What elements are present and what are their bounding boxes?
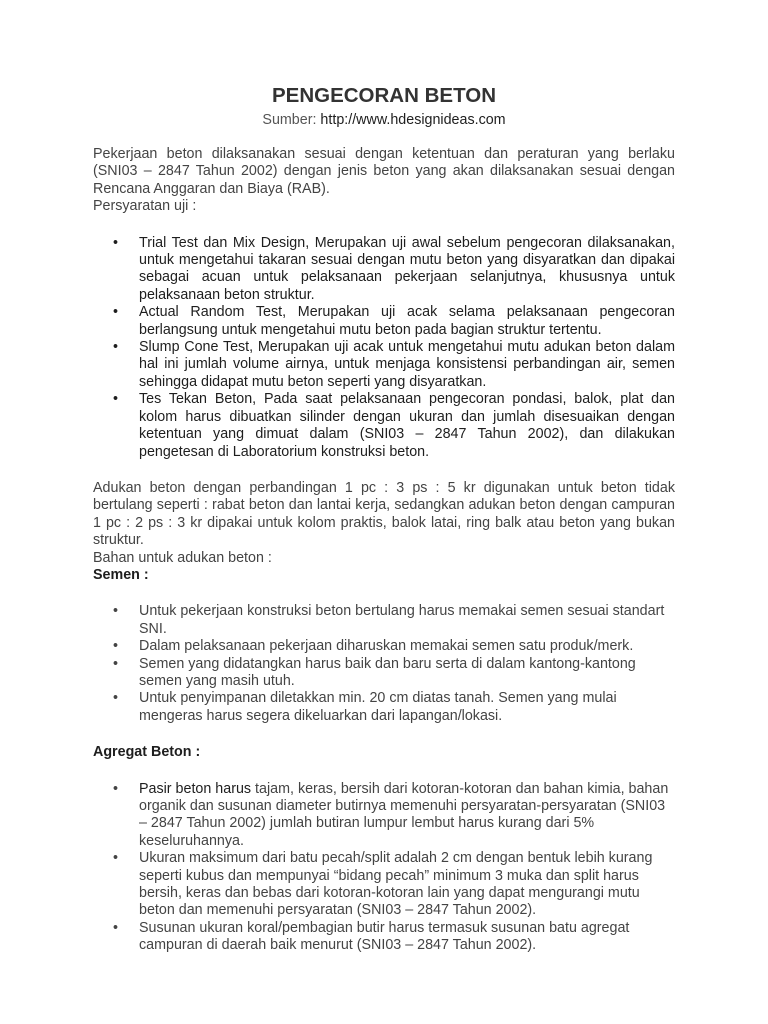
bullet-icon: •	[113, 339, 119, 356]
list-item	[93, 339, 675, 391]
list-item	[93, 304, 675, 339]
list-item	[93, 850, 675, 920]
list-item	[93, 781, 675, 851]
agregat-lead: Pasir beton harus	[139, 780, 252, 797]
test-text: Tes Tekan Beton, Pada saat pelaksanaan pengecoran pondasi, balok, plat dan kolom harus dibuatkan silinder dengan ukuran dan jumlah disesuaikan dengan ketentuan yang dimuat dalam (SNI03 – 2847 Tahun 2002), dan dilakukan pengetesan di Laboratorium konstruksi beton.	[139, 391, 675, 460]
list-item	[93, 920, 675, 955]
semen-text: Untuk pekerjaan konstruksi beton bertulang harus memakai semen sesuai standart SNI.	[139, 603, 665, 637]
list-item	[93, 656, 675, 691]
materials-label: Bahan untuk adukan beton :	[93, 549, 272, 566]
semen-text: Semen yang didatangkan harus baik dan baru serta di dalam kantong-kantong semen yang masih utuh.	[139, 655, 636, 689]
list-item	[93, 391, 675, 461]
bullet-icon: •	[113, 638, 119, 655]
test-text: Trial Test dan Mix Design, Merupakan uji awal sebelum pengecoran dilaksanakan, untuk mengetahui takaran sesuai dengan mutu beton yang disyaratkan dan dipakai sebagai acuan untuk pelaksanaan pekerjaan selanjutnya, khususnya untuk pelaksanaan beton struktur.	[139, 234, 675, 303]
list-item	[93, 603, 675, 638]
bullet-icon: •	[113, 304, 119, 321]
agregat-list	[93, 781, 675, 955]
bullet-icon: •	[113, 690, 119, 707]
agregat-text: Susunan ukuran koral/pembagian butir harus termasuk susunan batu agregat campuran di daerah baik menurut (SNI03 – 2847 Tahun 2002).	[139, 919, 630, 954]
intro-paragraph: Pekerjaan beton dilaksanakan sesuai dengan ketentuan dan peraturan yang berlaku (SNI03 – 2847 Tahun 2002) dengan jenis beton yang akan dilaksanakan sesuai dengan Rencana Anggaran dan Biaya (RAB).	[93, 146, 675, 197]
document-page	[93, 84, 675, 955]
bullet-icon: •	[113, 850, 119, 867]
semen-list	[93, 603, 675, 725]
bullet-icon: •	[113, 919, 119, 936]
document-title: PENGECORAN BETON	[271, 84, 496, 107]
bullet-icon: •	[113, 234, 119, 251]
semen-text: Dalam pelaksanaan pekerjaan diharuskan memakai semen satu produk/merk.	[139, 638, 634, 655]
list-item	[93, 690, 675, 725]
source-label: Sumber:	[262, 112, 321, 128]
source-line	[93, 111, 675, 129]
mix-paragraph: Adukan beton dengan perbandingan 1 pc : 3 ps : 5 kr digunakan untuk beton tidak bertulang seperti : rabat beton dan lantai kerja, sedangkan adukan beton dengan campuran 1 pc : 2 ps : 3 kr dipakai untuk kolom praktis, balok latai, ring balk atau beton yang bukan struktur.	[93, 479, 675, 549]
list-item	[93, 638, 675, 655]
semen-heading: Semen :	[93, 566, 149, 583]
agregat-text: tajam, keras, bersih dari kotoran-kotoran dan bahan kimia, bahan organik dan susunan diameter butirnya memenuhi persyaratan-persyaratan (SNI03 – 2847 Tahun 2002) jumlah butiran lumpur lembut harus kurang dari 5% keseluruhannya.	[139, 780, 669, 849]
semen-text: Untuk penyimpanan diletakkan min. 20 cm diatas tanah. Semen yang mulai mengeras harus segera dikeluarkan dari lapangan/lokasi.	[139, 690, 617, 724]
bullet-icon: •	[113, 603, 119, 620]
agregat-text: Ukuran maksimum dari batu pecah/split adalah 2 cm dengan bentuk lebih kurang seperti kubus dan mempunyai “bidang pecah” minimum 3 muka dan split harus bersih, keras dan bebas dari kotoran-kotoran lain yang dapat mengurangi mutu beton dan memenuhi persyaratan (SNI03 – 2847 Tahun 2002).	[139, 850, 653, 919]
tests-list	[93, 235, 675, 461]
bullet-icon: •	[113, 655, 119, 672]
bullet-icon: •	[113, 780, 119, 797]
test-text: Slump Cone Test, Merupakan uji acak untuk mengetahui mutu adukan beton dalam hal ini jumlah volume airnya, untuk menjaga konsistensi perbandingan air, semen sehingga didapat mutu beton seperti yang disyaratkan.	[139, 339, 675, 390]
source-url: http://www.hdesignideas.com	[320, 112, 506, 128]
test-text: Actual Random Test, Merupakan uji acak selama pelaksanaan pengecoran berlangsung untuk mengetahui mutu beton pada bagian struktur tertentu.	[139, 304, 675, 338]
agregat-heading: Agregat Beton :	[93, 744, 201, 761]
list-item	[93, 235, 675, 305]
bullet-icon: •	[113, 391, 119, 408]
requirements-label: Persyaratan uji :	[93, 198, 197, 215]
